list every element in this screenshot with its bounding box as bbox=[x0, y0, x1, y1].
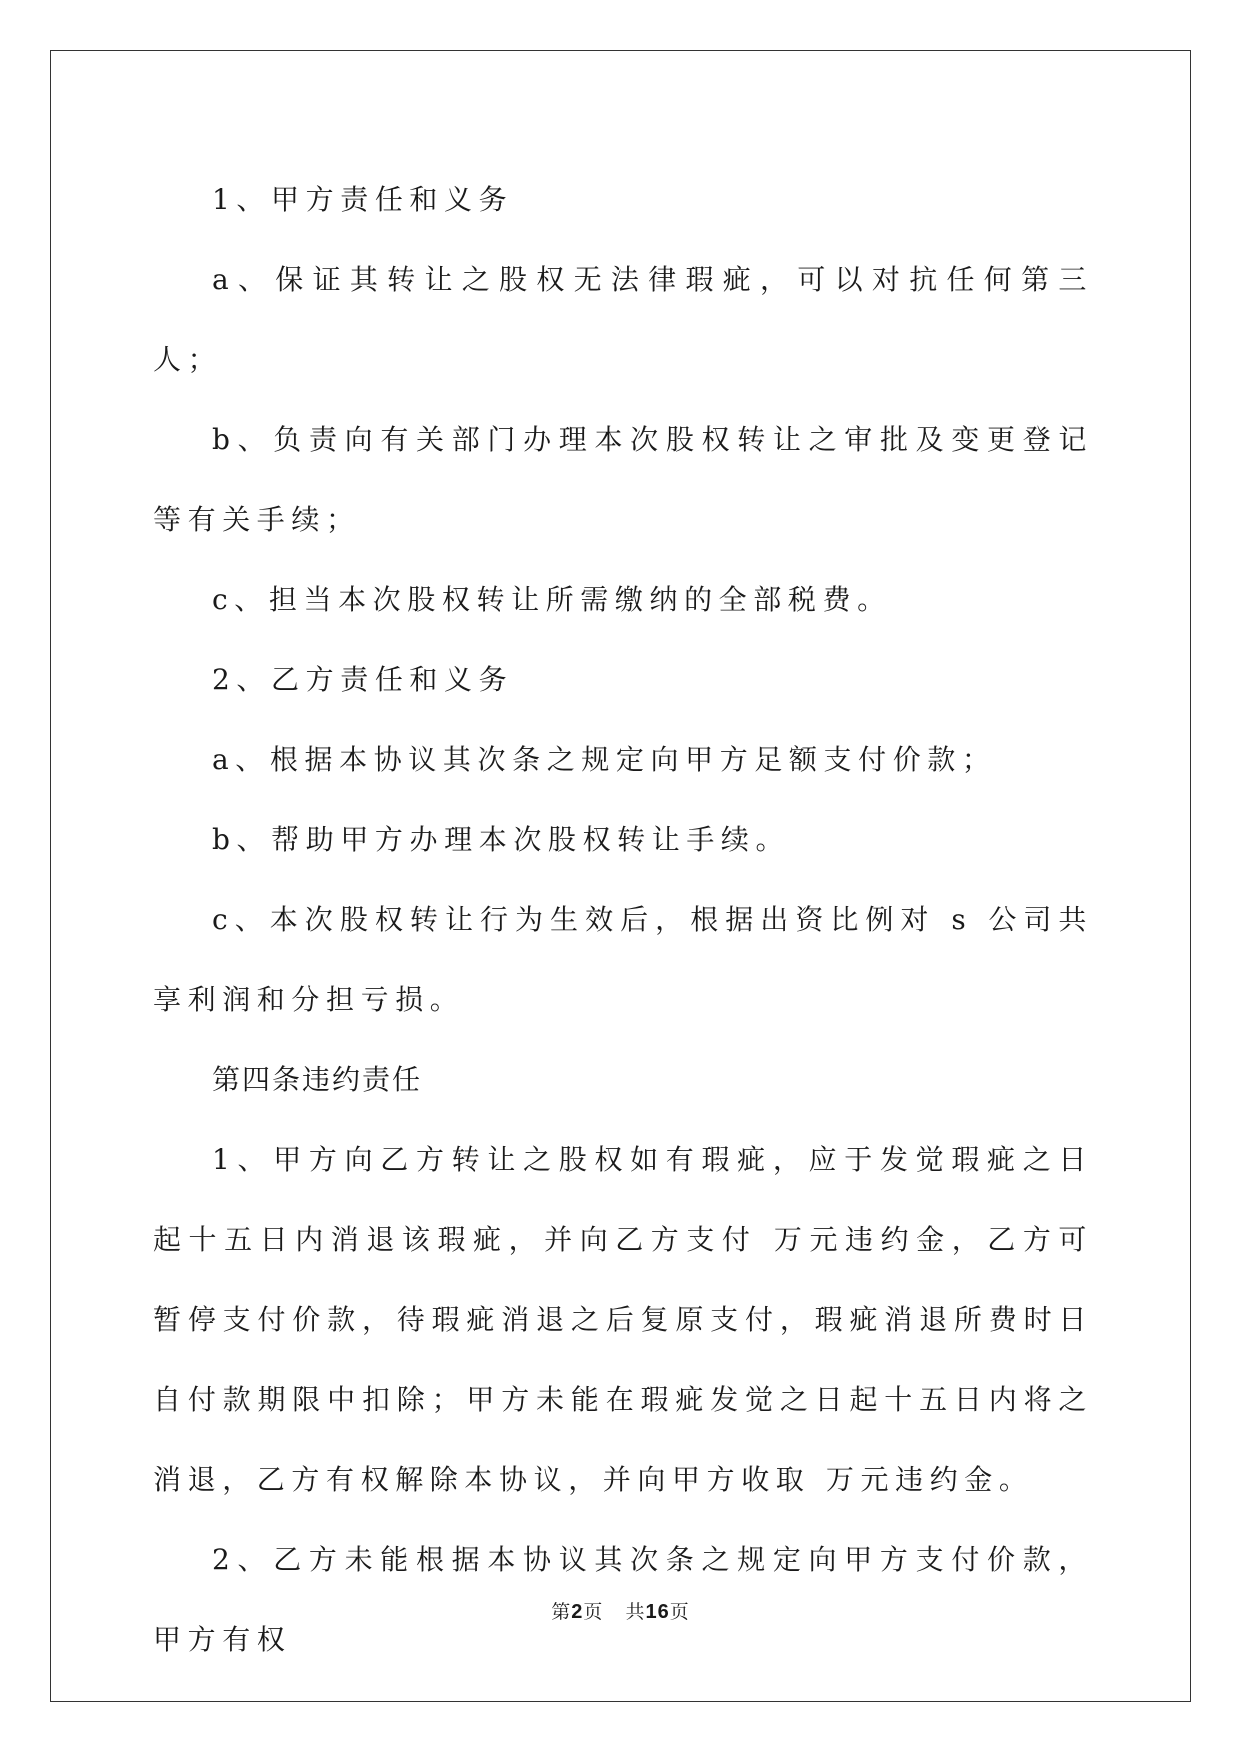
section-heading: 第四条违约责任 bbox=[212, 1063, 423, 1096]
paragraph-10: 1、甲方向乙方转让之股权如有瑕疵，应于发觉瑕疵之日起十五日内消退该瑕疵，并向乙方支付 万元违约金，乙方可暂停支付价款，待瑕疵消退之后复原支付，瑕疵消退所费时日自付款期限中扣除；甲方未能在瑕疵发觉之日起十五日内将之消退，乙方有权解除本协议，并向甲方收取 万元违约金。 bbox=[153, 1143, 1093, 1496]
document-body bbox=[153, 160, 1093, 1680]
page-footer bbox=[0, 1597, 1241, 1624]
paragraph-8: c、本次股权转让行为生效后，根据出资比例对 s 公司共享利润和分担亏损。 bbox=[153, 903, 1093, 1016]
paragraph-3: b、负责向有关部门办理本次股权转让之审批及变更登记等有关手续； bbox=[153, 423, 1093, 536]
paragraph-4: c、担当本次股权转让所需缴纳的全部税费。 bbox=[212, 583, 892, 616]
paragraph-7: b、帮助甲方办理本次股权转让手续。 bbox=[212, 823, 791, 856]
paragraph-6: a、根据本协议其次条之规定向甲方足额支付价款； bbox=[212, 743, 997, 776]
page-prefix: 第 bbox=[551, 1601, 572, 1623]
page-suffix: 页 bbox=[583, 1601, 604, 1623]
total-suffix: 页 bbox=[669, 1601, 690, 1623]
paragraph-5: 2、乙方责任和义务 bbox=[212, 663, 514, 696]
page-current: 2 bbox=[571, 1601, 584, 1623]
paragraph-2: a、保证其转让之股权无法律瑕疵，可以对抗任何第三人； bbox=[153, 263, 1093, 376]
paragraph-11: 2、乙方未能根据本协议其次条之规定向甲方支付价款，甲方有权 bbox=[153, 1543, 1093, 1656]
total-prefix: 共 bbox=[625, 1601, 646, 1623]
paragraph-1: 1、甲方责任和义务 bbox=[212, 183, 514, 216]
page-total: 16 bbox=[645, 1601, 670, 1623]
